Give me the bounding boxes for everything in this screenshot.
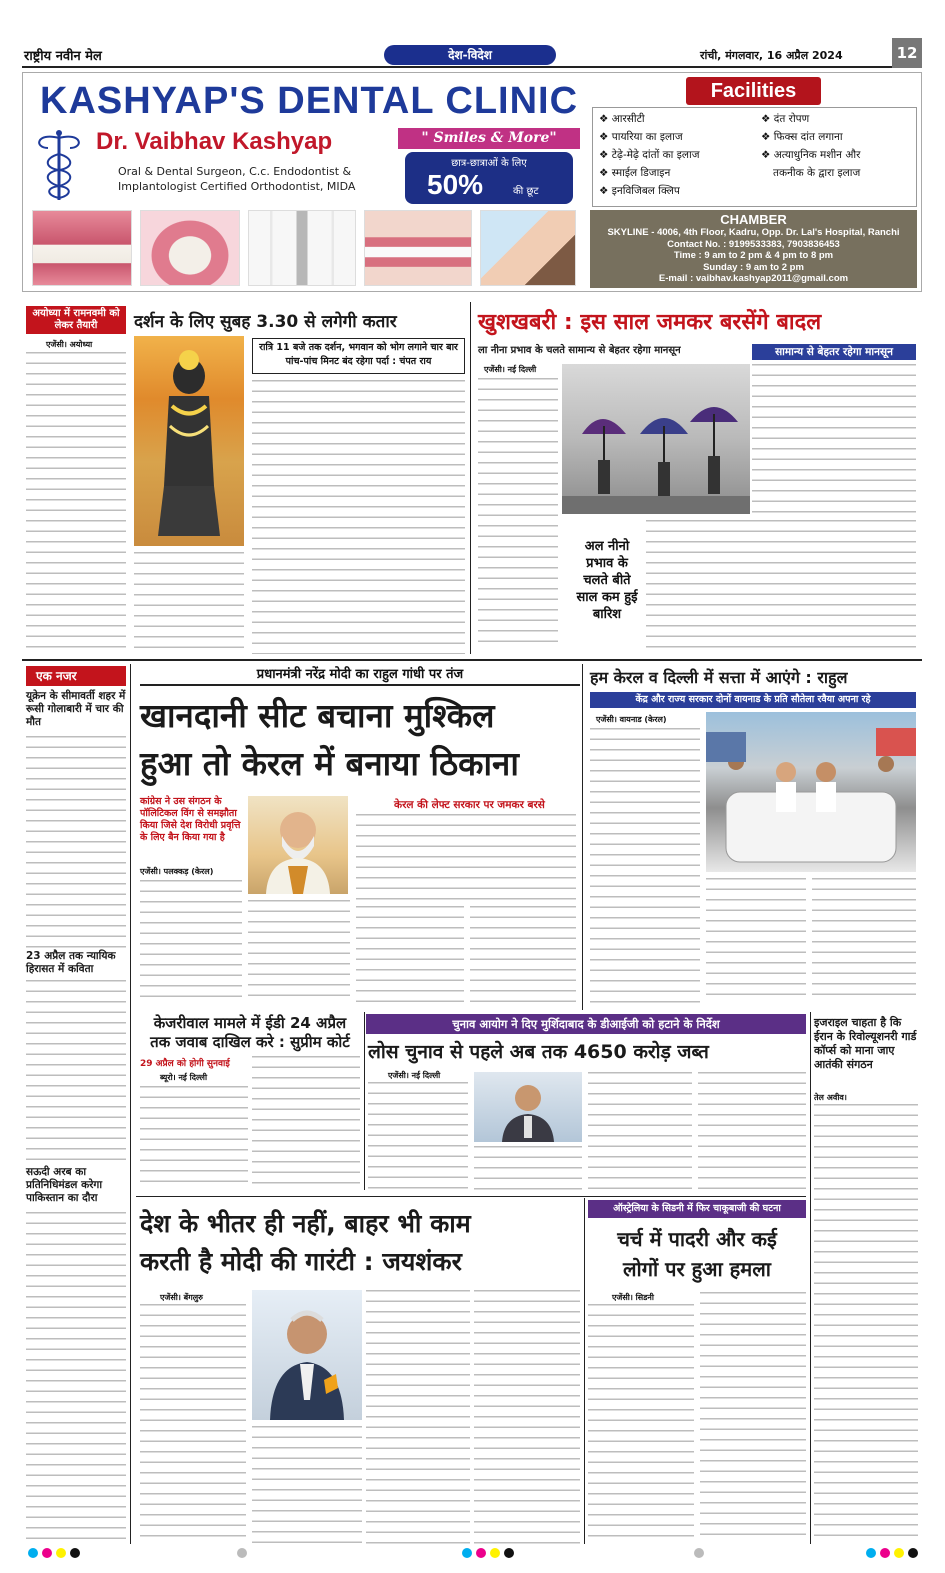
election-byline: एजेंसी। नई दिल्ली: [388, 1071, 441, 1080]
ayodhya-body-text: [26, 352, 126, 652]
weather-body-text: [752, 364, 916, 514]
rahul-body-text: [590, 728, 700, 1004]
kejriwal-body-text: [252, 1056, 360, 1190]
ayodhya-body-text: [134, 552, 244, 654]
column-divider: [810, 1012, 811, 1544]
election-body-text: [474, 1146, 582, 1190]
register-mark: [237, 1548, 247, 1558]
clinic-name: KASHYAP'S DENTAL CLINIC: [40, 80, 579, 122]
facilities-list: [592, 107, 917, 207]
black-swatch: [908, 1548, 918, 1558]
chamber-address: SKYLINE - 4006, 4th Floor, Kadru, Opp. Dr. Lal's Hospital, Ranchi: [607, 227, 900, 238]
facility-item: ❖ आरसीटी: [599, 113, 645, 125]
paper-name: राष्ट्रीय नवीन मेल: [24, 49, 102, 64]
cyan-swatch: [462, 1548, 472, 1558]
sydney-body-text: [588, 1304, 694, 1544]
section-rule: [136, 1196, 806, 1197]
offer-percent: 50%: [427, 169, 484, 200]
student-offer-badge: [405, 152, 573, 204]
brief-headline: सऊदी अरब का प्रतिनिधिमंडल करेगा पाकिस्तान का दौरा: [26, 1166, 103, 1204]
teeth-photo: [32, 210, 132, 286]
magenta-swatch: [476, 1548, 486, 1558]
sydney-headline-line2: लोगों पर हुआ हमला: [623, 1257, 771, 1281]
rahul-headline: हम केरल व दिल्ली में सत्ता में आएंगे : राहुल: [590, 668, 848, 687]
modi-body-text: [470, 906, 576, 1002]
modi-headline-line1: खानदानी सीट बचाना मुश्किल: [140, 696, 495, 735]
weather-side-head: सामान्य से बेहतर रहेगा मानसून: [752, 344, 916, 360]
modi-body-text: [356, 814, 576, 902]
cyan-swatch: [866, 1548, 876, 1558]
jaishankar-photo: [252, 1290, 362, 1420]
column-divider: [582, 664, 583, 1010]
jaishankar-body-text: [140, 1304, 246, 1544]
weather-byline: एजेंसी। नई दिल्ली: [484, 365, 537, 374]
sydney-headline-line1: चर्च में पादरी और कई: [617, 1227, 777, 1251]
sydney-body-text: [700, 1292, 806, 1544]
modi-body-text: [140, 880, 242, 1002]
denture-photo: [140, 210, 240, 286]
brief-body-text: [26, 1212, 126, 1544]
weather-body-text: [478, 378, 558, 648]
modi-byline: एजेंसी। पलक्कड़ (केरल): [140, 867, 214, 876]
page-number: 12: [892, 38, 922, 68]
section-tab: देश-विदेश: [384, 45, 556, 65]
election-body-text: [698, 1072, 806, 1190]
chamber-title: CHAMBER: [720, 212, 787, 227]
brief-body-text: [26, 980, 126, 1162]
israel-body-text: [814, 1104, 918, 1544]
facility-item: ❖ फिक्स दांत लगाना: [761, 131, 843, 143]
facility-item: ❖ स्माईल डिजाइन: [599, 167, 671, 179]
brief-headline: यूक्रेन के सीमावर्ती शहर में रूसी गोलाबारी में चार की मौत: [26, 690, 126, 728]
column-divider: [364, 1012, 365, 1190]
rahul-roadshow-photo: [706, 712, 916, 872]
chamber-time: Time : 9 am to 2 pm & 4 pm to 8 pm: [673, 250, 834, 261]
jaishankar-body-text: [366, 1290, 470, 1544]
rahul-body-text: [812, 878, 916, 1004]
weather-body-text: [646, 520, 916, 650]
official-photo: [474, 1072, 582, 1142]
rahul-byline: एजेंसी। वायनाड (केरल): [596, 715, 667, 724]
facility-item-continued: तकनीक के द्वारा इलाज: [773, 167, 861, 179]
weather-headline: खुशखबरी : इस साल जमकर बरसेंगे बादल: [478, 310, 822, 335]
black-swatch: [504, 1548, 514, 1558]
section-rule: [22, 659, 922, 661]
implant-photo: [248, 210, 356, 286]
ek-nazar-label: एक नजर: [26, 666, 126, 686]
ayodhya-box-head: रात्रि 11 बजे तक दर्शन, भगवान को भोग लगाने चार बार पांच-पांच मिनट बंद रहेगा पर्दा : चंपत राय: [252, 338, 465, 374]
facility-item: ❖ पायरिया का इलाज: [599, 131, 683, 143]
israel-byline: तेल अवीव।: [814, 1093, 847, 1102]
jaishankar-body-text: [474, 1290, 580, 1544]
kejriwal-headline-line1: केजरीवाल मामले में ईडी 24 अप्रैल: [153, 1014, 347, 1032]
kejriwal-byline: ब्यूरो। नई दिल्ली: [160, 1073, 208, 1082]
qualification-line: Oral & Dental Surgeon, C.c. Endodontist &: [118, 165, 352, 178]
rahul-subhead: केंद्र और राज्य सरकार दोनों वायनाड के प्रति सौतेला रवैया अपना रहे: [590, 692, 916, 708]
yellow-swatch: [894, 1548, 904, 1558]
black-swatch: [70, 1548, 80, 1558]
modi-kicker: प्रधानमंत्री नरेंद्र मोदी का राहुल गांधी पर तंज: [140, 664, 580, 686]
jaishankar-headline-line2: करती है मोदी की गारंटी : जयशंकर: [140, 1247, 462, 1276]
brief-headline: 23 अप्रैल तक न्यायिक हिरासत में कविता: [26, 950, 116, 975]
doctor-qualifications: [118, 164, 355, 194]
column-divider: [584, 1198, 585, 1544]
modi-pull-quote: कांग्रेस ने उस संगठन के पॉलिटिकल विंग से समझौता किया जिसे देश विरोधी प्रवृत्ति के लिए बैन किया गया है: [140, 796, 241, 843]
yellow-swatch: [490, 1548, 500, 1558]
israel-headline: इजराइल चाहता है कि ईरान के रिवोल्यूशनरी गार्ड कॉर्प्स को माना जाए आतंकी संगठन: [814, 1016, 917, 1071]
register-mark: [694, 1548, 704, 1558]
facility-item: ❖ दंत रोपण: [761, 113, 810, 125]
facility-item: ❖ अत्याधुनिक मशीन और: [761, 149, 861, 161]
chamber-sunday: Sunday : 9 am to 2 pm: [703, 261, 804, 273]
chamber-contact: Contact No. : 9199533383, 7903836453: [667, 238, 840, 250]
facility-item: ❖ इनविजिबल क्लिप: [599, 185, 680, 197]
modi-body-text: [356, 906, 464, 1002]
offer-tail: की छूट: [513, 186, 539, 197]
ad-tagline: " Smiles & More": [398, 128, 580, 149]
election-strip: चुनाव आयोग ने दिए मुर्शिदाबाद के डीआईजी को हटाने के निर्देश: [366, 1014, 806, 1034]
magenta-swatch: [42, 1548, 52, 1558]
caduceus-icon: [30, 128, 88, 202]
cyan-swatch: [28, 1548, 38, 1558]
print-registration-bar: [22, 1548, 922, 1558]
brief-body-text: [26, 736, 126, 948]
column-divider: [130, 664, 131, 1544]
facilities-title: Facilities: [686, 77, 821, 105]
modi-photo: [248, 796, 348, 894]
child-patient-photo: [480, 210, 576, 286]
jaishankar-headline-line1: देश के भीतर ही नहीं, बाहर भी काम: [140, 1209, 471, 1238]
yellow-swatch: [56, 1548, 66, 1558]
chamber-box: [590, 210, 917, 288]
dateline: रांची, मंगलवार, 16 अप्रैल 2024: [700, 49, 843, 62]
sydney-strip: ऑस्ट्रेलिया के सिडनी में फिर चाकूबाजी की घटना: [588, 1200, 806, 1218]
doctor-name: Dr. Vaibhav Kashyap: [96, 128, 333, 155]
ram-lalla-photo: [134, 336, 244, 546]
sydney-byline: एजेंसी। सिडनी: [612, 1293, 654, 1302]
election-headline: लोस चुनाव से पहले अब तक 4650 करोड़ जब्त: [368, 1041, 709, 1063]
smile-photo: [364, 210, 472, 286]
qualification-line: Implantologist Certified Orthodontist, MIDA: [118, 180, 356, 193]
offer-note: छात्र-छात्राओं के लिए: [451, 158, 527, 169]
jaishankar-byline: एजेंसी। बेंगलुरु: [160, 1293, 203, 1302]
chamber-email: E-mail : vaibhav.kashyap2011@gmail.com: [658, 273, 849, 284]
election-body-text: [368, 1082, 468, 1190]
kejriwal-body-text: [140, 1086, 248, 1190]
ayodhya-kicker: अयोध्या में रामनवमी को लेकर तैयारी: [26, 306, 126, 334]
jaishankar-body-text: [252, 1426, 362, 1544]
ayodhya-body-text: [252, 380, 465, 654]
modi-headline-line2: हुआ तो केरल में बनाया ठिकाना: [140, 744, 519, 783]
kejriwal-subhead: 29 अप्रैल को होगी सुनवाई: [140, 1059, 230, 1069]
weather-callout: अल नीनो प्रभाव के चलते बीते साल कम हुई बारिश: [576, 539, 638, 622]
column-divider: [470, 302, 471, 654]
modi-subhead: केरल की लेफ्ट सरकार पर जमकर बरसे: [394, 799, 545, 811]
rain-umbrella-photo: [562, 364, 750, 514]
facility-item: ❖ टेढ़े-मेढ़े दांतों का इलाज: [599, 149, 700, 161]
ayodhya-byline: एजेंसी। अयोध्या: [46, 340, 93, 349]
magenta-swatch: [880, 1548, 890, 1558]
kejriwal-headline-line2: तक जवाब दाखिल करे : सुप्रीम कोर्ट: [150, 1033, 350, 1051]
modi-body-text: [248, 900, 350, 1002]
rahul-body-text: [706, 878, 806, 1004]
weather-subhead: ला नीना प्रभाव के चलते सामान्य से बेहतर रहेगा मानसून: [478, 345, 681, 356]
election-body-text: [588, 1072, 692, 1190]
ayodhya-headline: दर्शन के लिए सुबह 3.30 से लगेगी कतार: [134, 312, 397, 332]
